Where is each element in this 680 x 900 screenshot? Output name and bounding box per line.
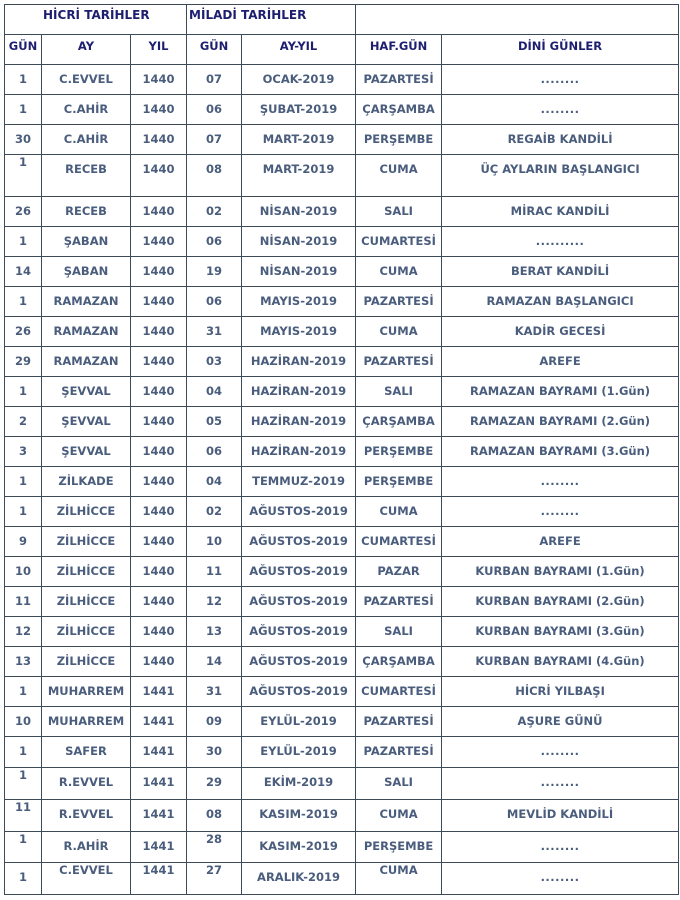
hicri-month-cell: R.EVVEL: [42, 768, 131, 800]
column-header-row: [5, 35, 679, 65]
hicri-day-cell: 1: [5, 677, 42, 707]
religious-day-cell: KADİR GECESİ: [442, 317, 679, 347]
miladi-month-year-cell: MART-2019: [242, 155, 356, 197]
weekday-cell: PERŞEMBE: [356, 467, 442, 497]
hicri-day-cell: 1: [5, 832, 42, 863]
religious-day-cell: ........: [442, 737, 679, 768]
col-header-hicri-gun: GÜN: [5, 35, 42, 65]
religious-day-cell: HİCRİ YILBAŞI: [442, 677, 679, 707]
miladi-day-cell: 08: [187, 155, 242, 197]
hicri-month-cell: MUHARREM: [42, 677, 131, 707]
miladi-day-cell: 19: [187, 257, 242, 287]
miladi-day-cell: 10: [187, 527, 242, 557]
hicri-year-cell: 1440: [131, 617, 187, 647]
hicri-month-cell: ŞEVVAL: [42, 377, 131, 407]
miladi-month-year-cell: AĞUSTOS-2019: [242, 527, 356, 557]
religious-day-cell: KURBAN BAYRAMI (4.Gün): [442, 647, 679, 677]
hicri-year-cell: 1440: [131, 497, 187, 527]
miladi-month-year-cell: HAZİRAN-2019: [242, 437, 356, 467]
miladi-month-year-cell: TEMMUZ-2019: [242, 467, 356, 497]
hicri-month-cell: R.EVVEL: [42, 800, 131, 832]
hicri-year-cell: 1440: [131, 647, 187, 677]
miladi-day-cell: 02: [187, 197, 242, 227]
religious-day-cell: KURBAN BAYRAMI (2.Gün): [442, 587, 679, 617]
hicri-month-cell: RECEB: [42, 197, 131, 227]
hicri-day-cell: 30: [5, 125, 42, 155]
hicri-year-cell: 1440: [131, 587, 187, 617]
hicri-year-cell: 1441: [131, 863, 187, 895]
hicri-year-cell: 1440: [131, 197, 187, 227]
miladi-day-cell: 11: [187, 557, 242, 587]
weekday-cell: SALI: [356, 197, 442, 227]
miladi-day-cell: 09: [187, 707, 242, 737]
miladi-day-cell: 06: [187, 227, 242, 257]
hicri-day-cell: 1: [5, 863, 42, 895]
hicri-year-cell: 1441: [131, 768, 187, 800]
hicri-year-cell: 1440: [131, 125, 187, 155]
table-row: [5, 707, 679, 737]
miladi-day-cell: 06: [187, 287, 242, 317]
miladi-day-cell: 05: [187, 407, 242, 437]
weekday-cell: ÇARŞAMBA: [356, 647, 442, 677]
religious-day-cell: RAMAZAN BAŞLANGICI: [442, 287, 679, 317]
miladi-month-year-cell: EYLÜL-2019: [242, 707, 356, 737]
table-row: [5, 587, 679, 617]
miladi-month-year-cell: NİSAN-2019: [242, 257, 356, 287]
col-header-ay-yil: AY-YIL: [242, 35, 356, 65]
weekday-cell: PAZARTESİ: [356, 287, 442, 317]
hicri-month-cell: RAMAZAN: [42, 317, 131, 347]
miladi-month-year-cell: MART-2019: [242, 125, 356, 155]
hicri-month-cell: ZİLHİCCE: [42, 617, 131, 647]
hicri-year-cell: 1441: [131, 677, 187, 707]
hicri-month-cell: C.EVVEL: [42, 863, 131, 895]
religious-day-cell: AŞURE GÜNÜ: [442, 707, 679, 737]
hicri-day-cell: 11: [5, 587, 42, 617]
hicri-month-cell: ZİLHİCCE: [42, 647, 131, 677]
table-row: [5, 125, 679, 155]
hicri-day-cell: 9: [5, 527, 42, 557]
weekday-cell: PAZARTESİ: [356, 65, 442, 95]
miladi-month-year-cell: AĞUSTOS-2019: [242, 677, 356, 707]
miladi-month-year-cell: NİSAN-2019: [242, 227, 356, 257]
hicri-day-cell: 1: [5, 65, 42, 95]
hicri-day-cell: 29: [5, 347, 42, 377]
weekday-cell: PERŞEMBE: [356, 832, 442, 863]
miladi-month-year-cell: AĞUSTOS-2019: [242, 617, 356, 647]
hicri-month-cell: R.AHİR: [42, 832, 131, 863]
hicri-day-cell: 1: [5, 287, 42, 317]
weekday-cell: SALI: [356, 768, 442, 800]
table-row: [5, 197, 679, 227]
religious-day-cell: MİRAC KANDİLİ: [442, 197, 679, 227]
hicri-day-cell: 14: [5, 257, 42, 287]
hicri-month-cell: ŞEVVAL: [42, 437, 131, 467]
religious-day-cell: KURBAN BAYRAMI (3.Gün): [442, 617, 679, 647]
religious-day-cell: AREFE: [442, 527, 679, 557]
hicri-day-cell: 1: [5, 497, 42, 527]
miladi-day-cell: 04: [187, 467, 242, 497]
miladi-day-cell: 13: [187, 617, 242, 647]
hicri-month-cell: C.EVVEL: [42, 65, 131, 95]
miladi-group-header: MİLADİ TARİHLER: [187, 5, 356, 35]
miladi-day-cell: 06: [187, 95, 242, 125]
hicri-day-cell: 2: [5, 407, 42, 437]
religious-day-cell: AREFE: [442, 347, 679, 377]
table-row: [5, 557, 679, 587]
col-header-miladi-gun: GÜN: [187, 35, 242, 65]
hicri-month-cell: SAFER: [42, 737, 131, 768]
miladi-month-year-cell: KASIM-2019: [242, 800, 356, 832]
religious-days-table: [4, 4, 679, 895]
weekday-cell: CUMA: [356, 317, 442, 347]
table-row: [5, 800, 679, 832]
miladi-month-year-cell: AĞUSTOS-2019: [242, 497, 356, 527]
miladi-month-year-cell: ARALIK-2019: [242, 863, 356, 895]
table-row: [5, 317, 679, 347]
col-header-haf-gun: HAF.GÜN: [356, 35, 442, 65]
table-row: [5, 287, 679, 317]
hicri-day-cell: 1: [5, 95, 42, 125]
hicri-day-cell: 11: [5, 800, 42, 832]
religious-day-cell: RAMAZAN BAYRAMI (2.Gün): [442, 407, 679, 437]
table-row: [5, 407, 679, 437]
miladi-month-year-cell: AĞUSTOS-2019: [242, 587, 356, 617]
hicri-day-cell: 26: [5, 317, 42, 347]
miladi-month-year-cell: EKİM-2019: [242, 768, 356, 800]
table-row: [5, 377, 679, 407]
table-row: [5, 527, 679, 557]
weekday-cell: CUMARTESİ: [356, 677, 442, 707]
religious-day-cell: ........: [442, 863, 679, 895]
table-row: [5, 65, 679, 95]
hicri-month-cell: ZİLHİCCE: [42, 587, 131, 617]
miladi-day-cell: 07: [187, 65, 242, 95]
religious-day-cell: MEVLİD KANDİLİ: [442, 800, 679, 832]
hicri-month-cell: ŞABAN: [42, 257, 131, 287]
table-row: [5, 497, 679, 527]
hicri-month-cell: ZİLKADE: [42, 467, 131, 497]
religious-day-cell: BERAT KANDİLİ: [442, 257, 679, 287]
miladi-day-cell: 03: [187, 347, 242, 377]
miladi-day-cell: 08: [187, 800, 242, 832]
miladi-month-year-cell: AĞUSTOS-2019: [242, 647, 356, 677]
weekday-cell: ÇARŞAMBA: [356, 95, 442, 125]
miladi-month-year-cell: HAZİRAN-2019: [242, 347, 356, 377]
table-row: [5, 155, 679, 197]
miladi-day-cell: 12: [187, 587, 242, 617]
hicri-month-cell: C.AHİR: [42, 95, 131, 125]
table-row: [5, 768, 679, 800]
col-header-dini-gunler: DİNİ GÜNLER: [442, 35, 679, 65]
miladi-day-cell: 31: [187, 677, 242, 707]
hicri-month-cell: ZİLHİCCE: [42, 557, 131, 587]
table-row: [5, 437, 679, 467]
miladi-month-year-cell: HAZİRAN-2019: [242, 377, 356, 407]
group-header-row: [5, 5, 679, 35]
miladi-month-year-cell: ŞUBAT-2019: [242, 95, 356, 125]
col-header-ay: AY: [42, 35, 131, 65]
hicri-day-cell: 13: [5, 647, 42, 677]
hicri-year-cell: 1440: [131, 95, 187, 125]
hicri-month-cell: C.AHİR: [42, 125, 131, 155]
religious-day-cell: ........: [442, 497, 679, 527]
hicri-group-header: HİCRİ TARİHLER: [5, 5, 187, 35]
miladi-month-year-cell: OCAK-2019: [242, 65, 356, 95]
miladi-month-year-cell: MAYIS-2019: [242, 287, 356, 317]
weekday-cell: PAZARTESİ: [356, 347, 442, 377]
hicri-day-cell: 26: [5, 197, 42, 227]
weekday-cell: PAZARTESİ: [356, 587, 442, 617]
hicri-year-cell: 1440: [131, 407, 187, 437]
religious-day-cell: REGAİB KANDİLİ: [442, 125, 679, 155]
hicri-year-cell: 1440: [131, 467, 187, 497]
weekday-cell: CUMA: [356, 497, 442, 527]
hicri-year-cell: 1441: [131, 832, 187, 863]
hicri-year-cell: 1441: [131, 737, 187, 768]
religious-day-cell: ........: [442, 832, 679, 863]
weekday-cell: PAZARTESİ: [356, 737, 442, 768]
weekday-cell: CUMA: [356, 155, 442, 197]
hicri-day-cell: 10: [5, 707, 42, 737]
miladi-month-year-cell: AĞUSTOS-2019: [242, 557, 356, 587]
table-row: [5, 737, 679, 768]
miladi-month-year-cell: MAYIS-2019: [242, 317, 356, 347]
hicri-year-cell: 1440: [131, 377, 187, 407]
hicri-day-cell: 10: [5, 557, 42, 587]
religious-day-cell: KURBAN BAYRAMI (1.Gün): [442, 557, 679, 587]
miladi-day-cell: 02: [187, 497, 242, 527]
table-row: [5, 257, 679, 287]
hicri-month-cell: RAMAZAN: [42, 347, 131, 377]
miladi-month-year-cell: HAZİRAN-2019: [242, 407, 356, 437]
weekday-cell: CUMA: [356, 800, 442, 832]
hicri-day-cell: 1: [5, 227, 42, 257]
hicri-month-cell: ZİLHİCCE: [42, 527, 131, 557]
weekday-cell: SALI: [356, 617, 442, 647]
hicri-month-cell: RECEB: [42, 155, 131, 197]
hicri-day-cell: 1: [5, 377, 42, 407]
miladi-day-cell: 30: [187, 737, 242, 768]
table-row: [5, 347, 679, 377]
table-row: [5, 227, 679, 257]
table-row: [5, 617, 679, 647]
miladi-month-year-cell: KASIM-2019: [242, 832, 356, 863]
weekday-cell: SALI: [356, 377, 442, 407]
table-row: [5, 467, 679, 497]
hicri-month-cell: MUHARREM: [42, 707, 131, 737]
hicri-month-cell: ZİLHİCCE: [42, 497, 131, 527]
hicri-year-cell: 1440: [131, 227, 187, 257]
hicri-day-cell: 12: [5, 617, 42, 647]
hicri-year-cell: 1440: [131, 155, 187, 197]
weekday-cell: CUMARTESİ: [356, 527, 442, 557]
group-header-blank: [356, 5, 679, 35]
table-row: [5, 832, 679, 863]
hicri-day-cell: 1: [5, 737, 42, 768]
weekday-cell: PAZAR: [356, 557, 442, 587]
religious-day-cell: ........: [442, 467, 679, 497]
hicri-day-cell: 1: [5, 155, 42, 197]
hicri-day-cell: 1: [5, 467, 42, 497]
hicri-year-cell: 1440: [131, 257, 187, 287]
miladi-month-year-cell: NİSAN-2019: [242, 197, 356, 227]
miladi-month-year-cell: EYLÜL-2019: [242, 737, 356, 768]
religious-day-cell: ÜÇ AYLARIN BAŞLANGICI: [442, 155, 679, 197]
hicri-year-cell: 1441: [131, 707, 187, 737]
hicri-day-cell: 3: [5, 437, 42, 467]
weekday-cell: PERŞEMBE: [356, 125, 442, 155]
miladi-day-cell: 27: [187, 863, 242, 895]
hicri-year-cell: 1440: [131, 65, 187, 95]
hicri-year-cell: 1440: [131, 557, 187, 587]
weekday-cell: CUMA: [356, 863, 442, 895]
hicri-year-cell: 1441: [131, 800, 187, 832]
miladi-day-cell: 28: [187, 832, 242, 863]
hicri-day-cell: 1: [5, 768, 42, 800]
weekday-cell: CUMA: [356, 257, 442, 287]
religious-day-cell: ........: [442, 95, 679, 125]
hicri-month-cell: ŞEVVAL: [42, 407, 131, 437]
col-header-yil: YIL: [131, 35, 187, 65]
miladi-day-cell: 31: [187, 317, 242, 347]
hicri-year-cell: 1440: [131, 347, 187, 377]
table-row: [5, 647, 679, 677]
religious-day-cell: RAMAZAN BAYRAMI (1.Gün): [442, 377, 679, 407]
weekday-cell: CUMARTESİ: [356, 227, 442, 257]
miladi-day-cell: 04: [187, 377, 242, 407]
miladi-day-cell: 07: [187, 125, 242, 155]
religious-day-cell: ..........: [442, 227, 679, 257]
hicri-year-cell: 1440: [131, 317, 187, 347]
religious-day-cell: ........: [442, 768, 679, 800]
hicri-year-cell: 1440: [131, 437, 187, 467]
hicri-year-cell: 1440: [131, 527, 187, 557]
miladi-day-cell: 06: [187, 437, 242, 467]
table-row: [5, 95, 679, 125]
hicri-month-cell: ŞABAN: [42, 227, 131, 257]
weekday-cell: PAZARTESİ: [356, 707, 442, 737]
miladi-day-cell: 29: [187, 768, 242, 800]
table-row: [5, 677, 679, 707]
hicri-year-cell: 1440: [131, 287, 187, 317]
religious-day-cell: ........: [442, 65, 679, 95]
weekday-cell: ÇARŞAMBA: [356, 407, 442, 437]
hicri-month-cell: RAMAZAN: [42, 287, 131, 317]
weekday-cell: PERŞEMBE: [356, 437, 442, 467]
miladi-day-cell: 14: [187, 647, 242, 677]
table-row: [5, 863, 679, 895]
religious-day-cell: RAMAZAN BAYRAMI (3.Gün): [442, 437, 679, 467]
